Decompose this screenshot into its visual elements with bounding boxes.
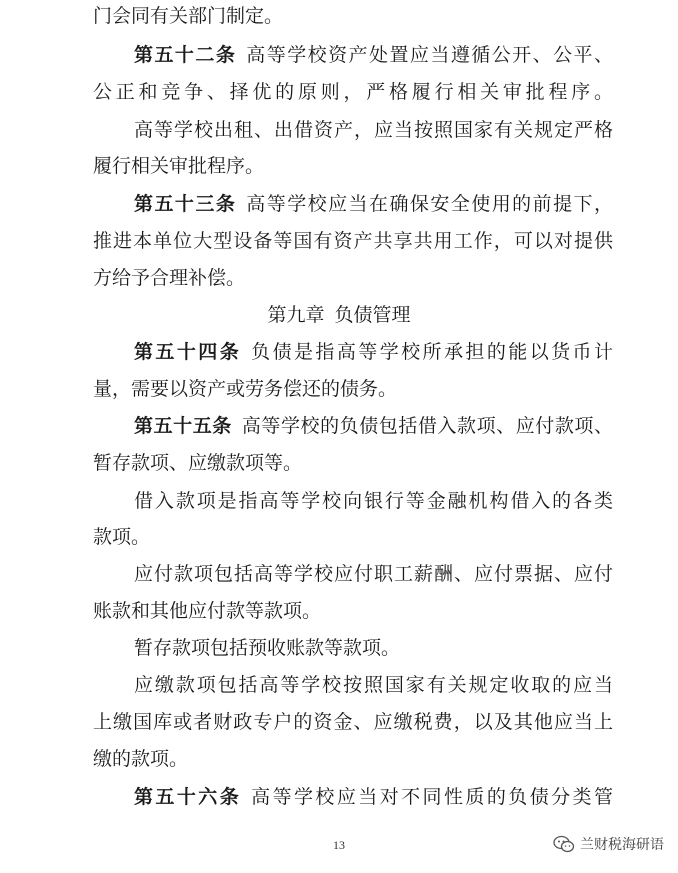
watermark xyxy=(553,834,664,854)
text-line: 暂存款项包括预收账款等款项。 xyxy=(134,637,401,659)
article-52: 第五十二条 高等学校资产处置应当遵循公开、公平、 xyxy=(134,44,613,66)
text-line: 公正和竞争、择优的原则，严格履行相关审批程序。 xyxy=(93,81,613,103)
article-heading: 第五十六条 xyxy=(134,786,242,808)
text-line: 推进本单位大型设备等国有资产共享共用工作，可以对提供 xyxy=(93,230,613,252)
article-53: 第五十三条 高等学校应当在确保安全使用的前提下， xyxy=(134,193,613,215)
text-line: 缴的款项。 xyxy=(93,748,189,770)
article-56: 第五十六条 高等学校应当对不同性质的负债分类管 xyxy=(134,786,613,808)
text-line: 款项。 xyxy=(93,526,151,548)
text-line: 应付款项包括高等学校应付职工薪酬、应付票据、应付 xyxy=(134,563,613,585)
text-line: 暂存款项、应缴款项等。 xyxy=(93,452,303,474)
article-heading: 第五十二条 xyxy=(134,44,237,66)
text-line: 借入款项是指高等学校向银行等金融机构借入的各类 xyxy=(134,490,613,512)
text-line: 履行相关审批程序。 xyxy=(93,155,265,177)
article-heading: 第五十四条 xyxy=(134,341,242,363)
page-number: 13 xyxy=(333,838,345,852)
article-55: 第五十五条 高等学校的负债包括借入款项、应付款项、 xyxy=(134,415,613,437)
text-line: 门会同有关部门制定。 xyxy=(93,5,284,27)
text-line: 量，需要以资产或劳务偿还的债务。 xyxy=(93,378,398,400)
text-line: 上缴国库或者财政专户的资金、应缴税费，以及其他应当上 xyxy=(93,711,613,733)
text-line: 高等学校出租、出借资产，应当按照国家有关规定严格 xyxy=(134,119,613,141)
article-heading: 第五十五条 xyxy=(134,415,232,437)
watermark-text: 兰财税海研语 xyxy=(580,837,664,853)
text-line: 应缴款项包括高等学校按照国家有关规定收取的应当 xyxy=(134,674,613,696)
chapter-number: 第九章 xyxy=(267,304,325,326)
article-54: 第五十四条 负债是指高等学校所承担的能以货币计 xyxy=(134,341,613,363)
chapter-heading xyxy=(0,302,678,328)
article-heading: 第五十三条 xyxy=(134,193,237,215)
text-line: 账款和其他应付款等款项。 xyxy=(93,600,322,622)
wechat-icon xyxy=(553,835,575,853)
text-line: 方给予合理补偿。 xyxy=(93,267,246,289)
chapter-title: 负债管理 xyxy=(334,304,411,326)
